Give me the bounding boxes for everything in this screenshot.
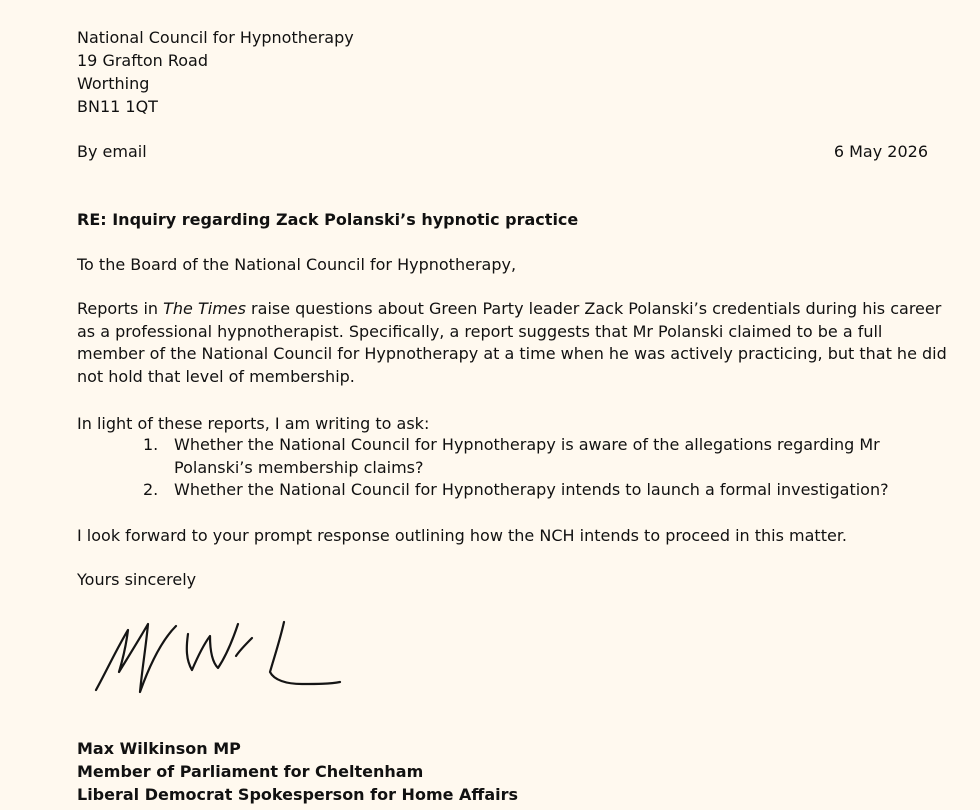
recipient-street: 19 Grafton Road bbox=[77, 51, 209, 70]
sender-portfolio: Liberal Democrat Spokesperson for Home Affairs bbox=[77, 785, 519, 804]
signature-image bbox=[88, 612, 350, 704]
publication-name: The Times bbox=[163, 299, 246, 318]
closing-paragraph: I look forward to your prompt response outlining how the NCH intends to proceed in this matter. bbox=[77, 526, 848, 545]
list-text: Whether the National Council for Hypnotherapy is aware of the allegations regarding Mr Polanski’s membership claims? bbox=[174, 435, 880, 477]
list-intro: In light of these reports, I am writing to ask: bbox=[77, 414, 430, 433]
recipient-name: National Council for Hypnotherapy bbox=[77, 28, 354, 47]
list-number: 2. bbox=[143, 480, 159, 499]
list-number: 1. bbox=[143, 435, 159, 454]
list-text: Whether the National Council for Hypnotherapy intends to launch a formal investigation? bbox=[174, 480, 889, 499]
salutation: To the Board of the National Council for Hypnotherapy, bbox=[77, 255, 517, 274]
sender-role: Member of Parliament for Cheltenham bbox=[77, 762, 424, 781]
letter-date: 6 May 2026 bbox=[833, 142, 928, 161]
sender-name: Max Wilkinson MP bbox=[77, 739, 241, 758]
recipient-postcode: BN11 1QT bbox=[77, 97, 158, 116]
para1-post: raise questions about Green Party leader Zack Polanski’s credentials during his career as a professional hypnotherapist. Specifically, a report suggests that Mr Polanski claimed to be a full member of the National Council for Hypnotherapy at a time when he was actively practicing, but that he did not hold that level of membership. bbox=[77, 299, 947, 386]
recipient-town: Worthing bbox=[77, 74, 150, 93]
subject-line: RE: Inquiry regarding Zack Polanski’s hypnotic practice bbox=[77, 210, 579, 229]
para1-pre: Reports in bbox=[77, 299, 164, 318]
delivery-method: By email bbox=[77, 142, 147, 161]
sign-off: Yours sincerely bbox=[77, 570, 197, 589]
body-paragraph-1 bbox=[77, 298, 947, 388]
